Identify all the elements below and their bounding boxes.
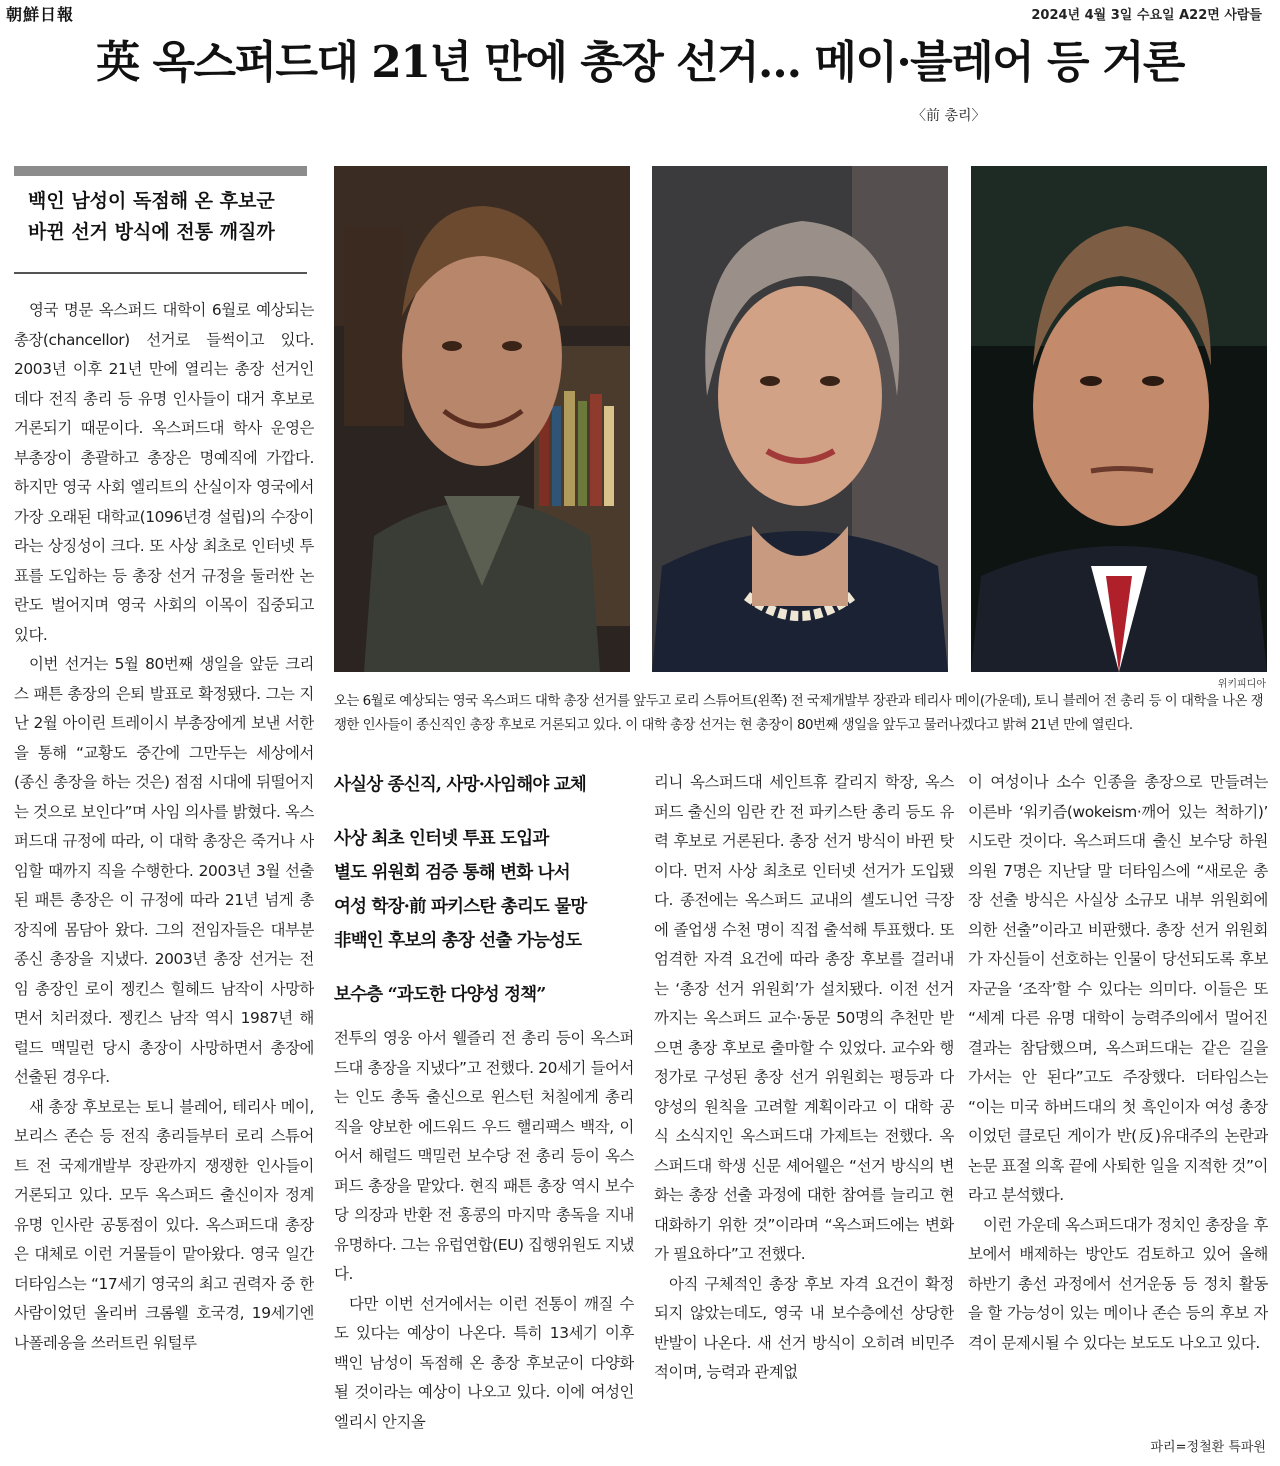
subhead-line-2: 바뀐 선거 방식에 전통 깨질까	[28, 221, 275, 243]
article-column-2	[334, 1024, 634, 1456]
pullquote-line: 사실상 종신직, 사망·사임해야 교체	[334, 775, 586, 795]
photo-caption: 오는 6월로 예상되는 영국 옥스퍼드 대학 총장 선거를 앞두고 로리 스튜어트(왼쪽) 전 국제개발부 장관과 테리사 메이(가운데), 토니 블레어 전 총리 등 이 대학을 나온 쟁쟁한 인사들이 종신직인 총장 후보로 거론되고 있다. 이 대학 총장 선거는 현 총장이 80번째 생일을 앞두고 물러나겠다고 밝혀 21년 만에 열린다.	[334, 694, 1264, 733]
pullquote-line: 여성 학장·前 파키스탄 총리도 물망	[334, 897, 587, 917]
article-paragraph: 이 여성이나 소수 인종을 총장으로 만들려는 이른바 ‘워키즘(wokeism·깨어 있는 척하기)’ 시도란 것이다. 옥스퍼드대 출신 보수당 하원 의원 7명은 지난달 말 더타임스에 “새로운 총장 선출 방식은 사실상 소규모 내부 위원회에 의한 선출”이라고 비판했다. 총장 선거 위원회가 자신들이 선호하는 인물이 당선되도록 후보자군을 ‘조작’할 수 있다는 의미다. 이들은 또 “세계 다른 유명 대학이 능력주의에서 멀어진 결과는 참담했으며, 옥스퍼드대는 같은 길을 가서는 안 된다”고도 주장했다. 더타임스는 “이는 미국 하버드대의 첫 흑인이자 여성 총장이었던 클로딘 게이가 반(反)유대주의 논란과 논문 표절 의혹 끝에 사퇴한 일을 지적한 것”이라고 분석했다.	[968, 773, 1268, 1204]
sidebar-rule	[14, 166, 307, 176]
article-paragraph: 다만 이번 선거에서는 이런 전통이 깨질 수도 있다는 예상이 나온다. 특히 13세기 이후 백인 남성이 독점해 온 총장 후보군이 다양화될 것이라는 예상이 나오고 있다. 이에 여성인 엘리시 안지올	[334, 1294, 634, 1431]
article-paragraph: 이번 선거는 5월 80번째 생일을 앞둔 크리스 패튼 총장의 은퇴 발표로 확정됐다. 그는 지난 2월 아이린 트레이시 부총장에게 보낸 서한을 통해 “교황도 중간에 그만두는 세상에서 (종신 총장을 하는 것은) 점점 시대에 뒤떨어지는 것으로 보인다”며 사임 의사를 밝혔다. 옥스퍼드대 규정에 따라, 이 대학 총장은 죽거나 사임할 때까지 직을 수행한다. 2003년 3월 선출된 패튼 총장은 이 규정에 따라 21년 넘게 총장직에 몸담아 왔다. 그의 전임자들은 대부분 종신 총장을 지냈다. 2003년 총장 선거는 전임 총장인 로이 젱킨스 힐헤드 남작이 사망하면서 치러졌다. 젱킨스 남작 역시 1987년 해럴드 맥밀런 당시 총장이 사망하면서 총장에 선출된 경우다.	[14, 655, 314, 1086]
photo-credit: 위키피디아	[1217, 679, 1266, 690]
article-paragraph: 이런 가운데 옥스퍼드대가 정치인 총장을 후보에서 배제하는 방안도 검토하고 있어 올해 하반기 총선 과정에서 선거운동 등 정치 활동을 할 가능성이 있는 메이나 존슨 등의 후보 자격이 문제시될 수 있다는 보도도 나오고 있다.	[968, 1215, 1268, 1352]
article-column-4	[968, 768, 1268, 1440]
newspaper-logo: 朝鮮日報	[6, 5, 75, 24]
pullquote-line: 보수층 “과도한 다양성 정책”	[334, 985, 546, 1005]
byline: 파리=정철환 특파원	[1150, 1440, 1266, 1455]
pullquote	[334, 768, 634, 1012]
issue-date: 2024년 4월 3일 수요일 A22면 사람들	[1031, 8, 1262, 23]
article-column-3	[654, 768, 954, 1456]
photo-rory-stewart	[334, 166, 630, 672]
subhead-line-1: 백인 남성이 독점해 온 후보군	[28, 190, 275, 212]
pullquote-line: 非백인 후보의 총장 선출 가능성도	[334, 931, 582, 951]
photo-tony-blair	[971, 166, 1267, 672]
article-paragraph: 리니 옥스퍼드대 세인트휴 칼리지 학장, 옥스퍼드 출신의 임란 칸 전 파키스탄 총리 등도 유력 후보로 거론된다. 총장 선거 방식이 바뀐 탓이다. 먼저 사상 최초로 인터넷 선거가 도입됐다. 종전에는 옥스퍼드 교내의 셸도니언 극장에 졸업생 수천 명이 직접 출석해 투표했다. 또 엄격한 자격 요건에 따라 총장 후보를 걸러내는 ‘총장 선거 위원회’가 설치됐다. 이전 선거까지는 옥스퍼드 교수·동문 50명의 추천만 받으면 총장 후보로 출마할 수 있었다. 교수와 행정가로 구성된 총장 선거 위원회는 평등과 다양성의 원칙을 고려할 계획이라고 이 대학 공식 소식지인 옥스퍼드대 가제트는 전했다. 옥스퍼드대 학생 신문 셰어웰은 “선거 방식의 변화는 총장 선출 과정에 대한 참여를 늘리고 현대화하기 위한 것”이라며 “옥스퍼드에는 변화가 필요하다”고 전했다.	[654, 773, 954, 1263]
headline-note: 〈前 총리〉	[912, 108, 986, 124]
headline: 英 옥스퍼드대 21년 만에 총장 선거… 메이·블레어 등 거론	[96, 37, 1184, 88]
article-column-1	[14, 296, 314, 1456]
article-paragraph: 전투의 영웅 아서 웰즐리 전 총리 등이 옥스퍼드대 총장을 지냈다”고 전했다. 20세기 들어서는 인도 총독 출신으로 윈스턴 처칠에게 총리직을 양보한 에드워드 우드 핼리팩스 백작, 이어서 해럴드 맥밀런 보수당 전 총리 등이 옥스퍼드 총장을 맡았다. 현직 패튼 총장 역시 보수당 의장과 반환 전 홍콩의 마지막 총독을 지내 유명하다. 그는 유럽연합(EU) 집행위원도 지냈다.	[334, 1029, 634, 1283]
pullquote-line: 사상 최초 인터넷 투표 도입과	[334, 829, 549, 849]
subheadline	[14, 186, 307, 248]
article-paragraph: 새 총장 후보로는 토니 블레어, 테리사 메이, 보리스 존슨 등 전직 총리들부터 로리 스튜어트 전 국제개발부 장관까지 쟁쟁한 인사들이 거론되고 있다. 모두 옥스퍼드 출신이자 정계 유명 인사란 공통점이 있다. 옥스퍼드대 총장은 대체로 이런 거물들이 맡아왔다. 영국 일간 더타임스는 “17세기 영국의 최고 권력자 중 한 사람이었던 올리버 크롬웰 호국경, 19세기엔 나폴레옹을 쓰러트린 워털루	[14, 1097, 314, 1352]
article-paragraph: 아직 구체적인 총장 후보 자격 요건이 확정되지 않았는데도, 영국 내 보수층에선 상당한 반발이 나온다. 새 선거 방식이 오히려 비민주적이며, 능력과 관계없	[654, 1274, 954, 1381]
photo-theresa-may	[652, 166, 948, 672]
article-paragraph: 영국 명문 옥스퍼드 대학이 6월로 예상되는 총장(chancellor) 선거로 들썩이고 있다. 2003년 이후 21년 만에 열리는 총장 선거인 데다 전직 총리 등 유명 인사들이 대거 후보로 거론되기 때문이다. 옥스퍼드대 학사 운영은 부총장이 총괄하고 총장은 명예직에 가깝다. 하지만 영국 사회 엘리트의 산실이자 영국에서 가장 오래된 대학교(1096년경 설립)의 수장이라는 상징성이 크다. 또 사상 최초로 인터넷 투표를 도입하는 등 총장 선거 규정을 둘러싼 논란도 벌어지며 영국 사회의 이목이 집중되고 있다.	[14, 301, 314, 644]
sidebar-divider	[14, 272, 307, 274]
pullquote-line: 별도 위원회 검증 통해 변화 나서	[334, 863, 570, 883]
